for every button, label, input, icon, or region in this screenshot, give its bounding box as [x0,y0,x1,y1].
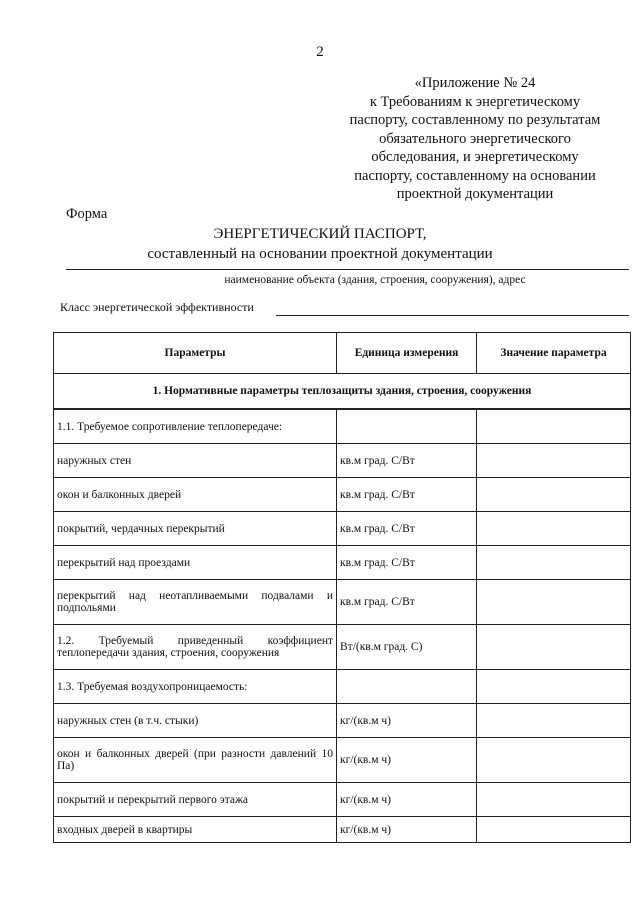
header-parameters: Параметры [54,333,337,374]
appendix-line: проектной документации [396,186,554,202]
appendix-line: «Приложение № 24 [414,75,536,91]
table-row [54,512,631,546]
unit-cell: кг/(кв.м ч) [337,704,477,738]
object-name-caption: наименование объекта (здания, строения, сооружения), адрес [224,274,526,286]
unit-cell: кг/(кв.м ч) [337,817,477,843]
value-cell[interactable] [477,670,631,704]
param-cell: перекрытий над неотапливаемыми подвалами и подпольями [54,580,337,625]
value-cell[interactable] [477,704,631,738]
unit-cell: кв.м град. С/Вт [337,512,477,546]
page-number: 2 [316,44,324,60]
table-row [54,546,631,580]
energy-class-field[interactable] [276,315,629,316]
energy-class-label: Класс энергетической эффективности [60,300,254,314]
document-subtitle: составленный на основании проектной документации [147,246,493,262]
value-cell[interactable] [477,783,631,817]
table-header-row [54,333,631,374]
param-cell: 1.3. Требуемая воздухопроницаемость: [54,670,337,704]
table-row [54,580,631,625]
param-cell: входных дверей в квартиры [54,817,337,843]
table-row [54,738,631,783]
document-title-block [0,224,640,264]
param-cell: покрытий, чердачных перекрытий [54,512,337,546]
table-row [54,817,631,843]
appendix-line: паспорту, составленному по результатам [349,112,601,128]
value-cell[interactable] [477,512,631,546]
value-cell[interactable] [477,580,631,625]
param-cell: 1.1. Требуемое сопротивление теплопередаче: [54,409,337,444]
unit-cell: кв.м град. С/Вт [337,546,477,580]
param-cell: наружных стен (в т.ч. стыки) [54,704,337,738]
appendix-line: обследования, и энергетическому [371,149,579,165]
form-label: Форма [66,206,108,222]
table-row [54,409,631,444]
header-unit: Единица измерения [337,333,477,374]
param-cell: покрытий и перекрытий первого этажа [54,783,337,817]
value-cell[interactable] [477,625,631,670]
appendix-header [340,74,610,204]
header-value: Значение параметра [477,333,631,374]
value-cell[interactable] [477,738,631,783]
param-cell: наружных стен [54,444,337,478]
value-cell[interactable] [477,478,631,512]
value-cell[interactable] [477,546,631,580]
table-row [54,444,631,478]
unit-cell [337,409,477,444]
table-row [54,625,631,670]
document-title: ЭНЕРГЕТИЧЕСКИЙ ПАСПОРТ, [213,226,427,242]
param-cell: перекрытий над проездами [54,546,337,580]
object-name-field[interactable] [66,269,629,270]
table-row [54,704,631,738]
unit-cell: кв.м град. С/Вт [337,444,477,478]
table-row [54,783,631,817]
table-row [54,478,631,512]
param-cell: 1.2. Требуемый приведенный коэффициент теплопередачи здания, строения, сооружения [54,625,337,670]
appendix-line: к Требованиям к энергетическому [369,93,581,110]
value-cell[interactable] [477,444,631,478]
unit-cell: кв.м град. С/Вт [337,580,477,625]
value-cell[interactable] [477,817,631,843]
unit-cell: кг/(кв.м ч) [337,738,477,783]
param-cell: окон и балконных дверей (при разности давлений 10 Па) [54,738,337,783]
value-cell[interactable] [477,409,631,444]
section-title: 1. Нормативные параметры теплозащиты здания, строения, сооружения [54,374,631,410]
param-cell: окон и балконных дверей [54,478,337,512]
parameters-table [53,332,631,843]
table-row [54,670,631,704]
appendix-line: паспорту, составленному на основании [354,167,596,184]
unit-cell: кв.м град. С/Вт [337,478,477,512]
appendix-line: обязательного энергетического [379,130,571,147]
section-row [54,374,631,410]
unit-cell [337,670,477,704]
unit-cell: Вт/(кв.м град. С) [337,625,477,670]
unit-cell: кг/(кв.м ч) [337,783,477,817]
